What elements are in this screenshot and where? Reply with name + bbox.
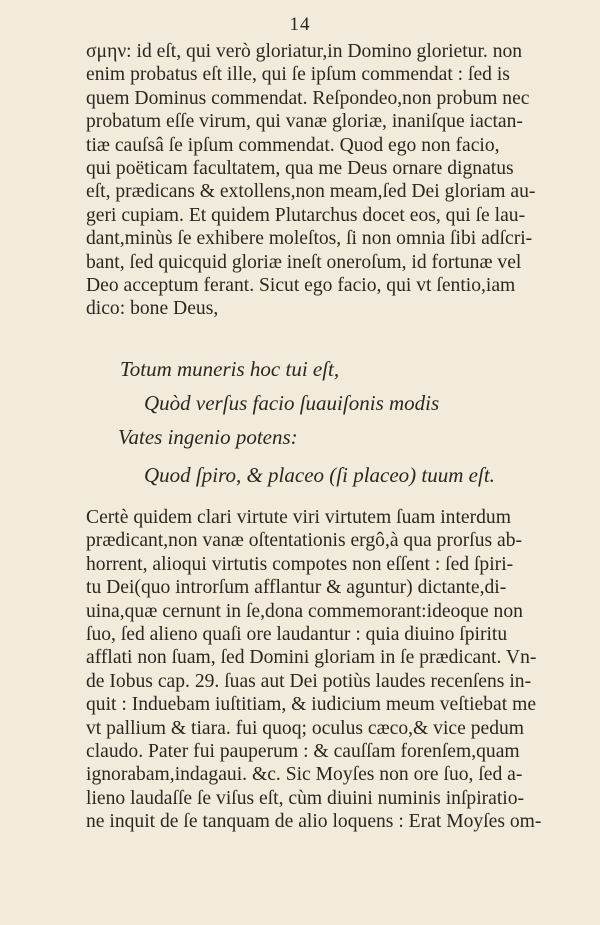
verse-line: Vates ingenio potens: xyxy=(118,425,298,449)
page-number: 14 xyxy=(289,14,311,35)
text-line: ne inquit de ſe tanquam de alio loquens : Erat Moyſes om- xyxy=(86,811,542,833)
text-line: prædicant,non vanæ oſtentationis ergô,à qua prorſus ab- xyxy=(86,530,523,552)
text-line: dico: bone Deus, xyxy=(86,298,219,320)
text-line: σμην: id eſt, qui verò gloriatur,in Domino glorietur. non xyxy=(86,41,523,62)
text-line: tiæ cauſsâ ſe ipſum commendat. Quod ego non facio, xyxy=(86,134,500,156)
text-line: probatum eſſe virum, qui vanæ gloriæ, inaniſque iactan- xyxy=(86,111,523,133)
paragraph-2 xyxy=(86,506,576,833)
text-line: afflati non ſuam, ſed Domini gloriam in ſe prædicant. Vn- xyxy=(86,647,537,669)
paragraph-1 xyxy=(86,40,576,321)
text-line: tu Dei(quo introrſum afflantur & aguntur) dictante,di- xyxy=(86,577,507,599)
text-line: horrent, alioqui virtutis compotes non eſſent : ſed ſpiri- xyxy=(86,553,514,575)
text-line: eſt, prædicans & extollens,non meam,ſed Dei gloriam au- xyxy=(86,181,536,203)
text-line: vt pallium & tiara. fui quoq; oculus cæco,& vice pedum xyxy=(86,717,525,739)
text-line: quit : Induebam iuſtitiam, & iudicium meum veſtiebat me xyxy=(86,694,537,716)
text-line: claudo. Pater fui pauperum : & cauſſam forenſem,quam xyxy=(86,740,520,762)
text-line: Deo acceptum ferant. Sicut ego facio, qui vt ſentio,iam xyxy=(86,274,516,296)
text-line: ſuo, ſed alieno quaſi ore laudantur : quia diuino ſpiritu xyxy=(86,623,508,645)
text-line: geri cupiam. Et quidem Plutarchus docet eos, qui ſe lau- xyxy=(86,204,526,226)
text-line: dant,minùs ſe exhibere moleſtos, ſi non omnia ſibi adſcri- xyxy=(86,228,533,250)
text-line: qui poëticam facultatem, qua me Deus ornare dignatus xyxy=(86,157,514,179)
text-line: de Iobus cap. 29. ſuas aut Dei potiùs laudes recenſens in- xyxy=(86,670,532,692)
verse-line: Totum muneris hoc tui eſt, xyxy=(120,357,340,381)
verse-line: Quòd verſus facio ſuauiſonis modis xyxy=(144,391,440,415)
text-line: lieno laudaſſe ſe viſus eſt, cùm diuini numinis inſpiratio- xyxy=(86,787,525,809)
text-line: bant, ſed quicquid gloriæ ineſt oneroſum, id fortunæ vel xyxy=(86,251,522,273)
text-line: ignorabam,indagaui. &c. Sic Moyſes non ore ſuo, ſed a- xyxy=(86,764,523,786)
text-line: uina,quæ cernunt in ſe,dona commemorant:ideoque non xyxy=(86,600,523,622)
text-line: quem Dominus commendat. Reſpondeo,non probum nec xyxy=(86,87,530,109)
text-line: Certè quidem clari virtute viri virtutem ſuam interdum xyxy=(86,507,511,528)
verse-line: Quod ſpiro, & placeo (ſi placeo) tuum eſt. xyxy=(144,463,495,487)
text-line: enim probatus eſt ille, qui ſe ipſum commendat : ſed is xyxy=(86,64,510,86)
